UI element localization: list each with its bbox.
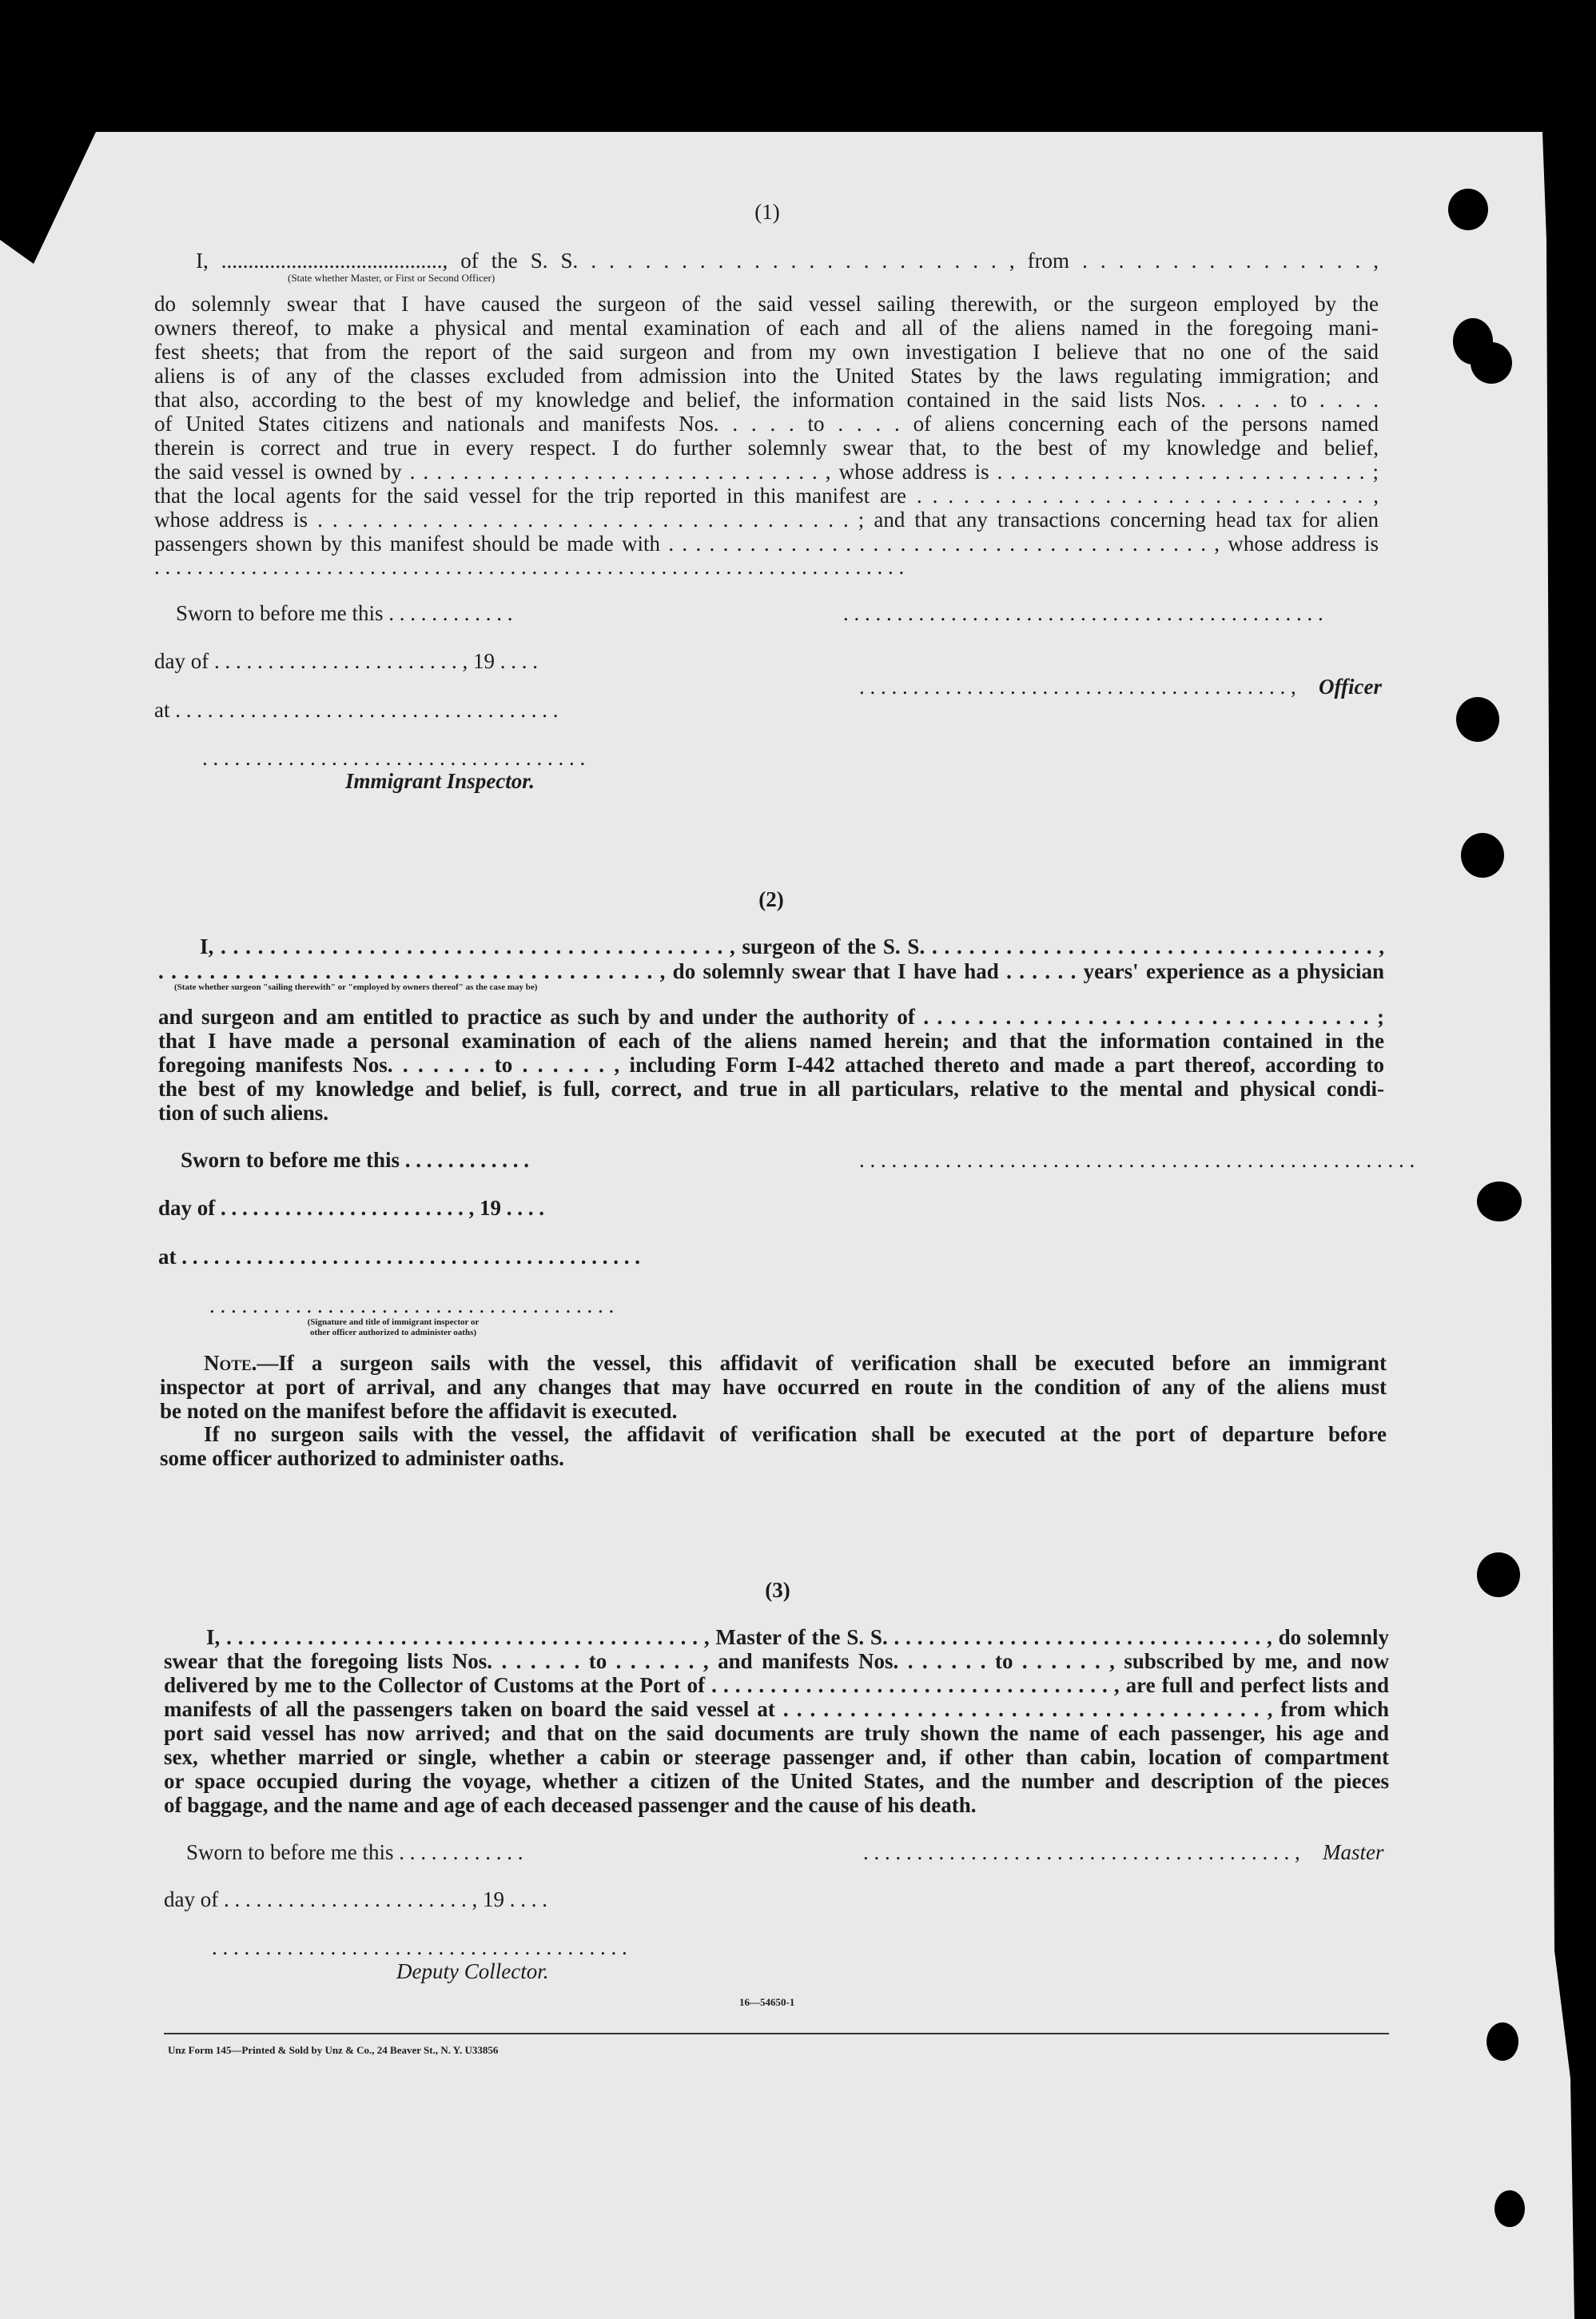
affidavit-2-line: and surgeon and am entitled to practice as such by and under the authority of . . . . . . . . . . . . . . . . . . . . . . . . . . . . . . . . . ; [158,1005,1384,1029]
affidavit-1-line: owners thereof, to make a physical and mental examination of each and all of the aliens named in the foregoing mani- [154,316,1379,340]
note-label: Note. [204,1351,257,1375]
affidavit-1-caption: (State whether Master, or First or Second Officer) [288,272,496,284]
affidavit-1-line: passengers shown by this manifest should be made with . . . . . . . . . . . . . . . . . . . . . . . . . . . . . . . . . . . . . . . . , whose address is [154,532,1379,556]
affidavit-1-line: that also, according to the best of my knowledge and belief, the information contained in the said lists Nos. . . . . to . . . . [154,388,1379,412]
affidavit-3-line: or space occupied during the voyage, whether a citizen of the United States, and the number and description of the pieces [164,1769,1389,1793]
affidavit-3-line: delivered by me to the Collector of Customs at the Port of . . . . . . . . . . . . . . . . . . . . . . . . . . . . . . . . . . , are full and perfect lists and [164,1673,1389,1697]
footer-rule [164,2033,1389,2034]
punch-hole [1448,189,1488,230]
affidavit-1-line: I, ........................................., of the S. S. . . . . . . . . . . . . . . . . . . . . . . . , from . . . . . . . . . . . . . . . . , [196,249,1379,273]
signature-caption: other officer authorized to administer oaths) [309,1328,477,1337]
affidavit-2-line: I, . . . . . . . . . . . . . . . . . . . . . . . . . . . . . . . . . . . . . . . . . , surgeon of the S. S. . . . . . . . . . . . . . . . . . . . . . . . . . . . . . . . . . . . . , [200,934,1384,958]
affidavit-3-line: port said vessel has now arrived; and that on the said documents are truly shown the name of each passenger, his age and [164,1721,1389,1745]
master-signature-line: . . . . . . . . . . . . . . . . . . . . . . . . . . . . . . . . . . . . . . . . , [863,1840,1300,1864]
at-line: at . . . . . . . . . . . . . . . . . . . . . . . . . . . . . . . . . . . . . . . . . . . [158,1245,640,1269]
master-label: Master [1323,1840,1384,1864]
inspector-signature-line: . . . . . . . . . . . . . . . . . . . . . . . . . . . . . . . . . . . . [202,746,586,770]
punch-hole [1477,1552,1520,1597]
inspector-label: Immigrant Inspector. [345,769,535,793]
punch-hole [1471,342,1512,384]
affidavit-3-line: sex, whether married or single, whether a cabin or steerage passenger and, if other than cabin, location of compartment [164,1745,1389,1769]
note-line: If no surgeon sails with the vessel, the affidavit of verification shall be executed at the port of departure before [204,1422,1387,1446]
affidavit-2-caption: (State whether surgeon "sailing therewith" or "employed by owners thereof" as the case may be) [174,982,538,992]
affidavit-1-line: aliens is of any of the classes excluded from admission into the United States by the laws regulating immigration; and [154,364,1379,388]
affidavit-2-number: (2) [758,887,784,911]
affidavit-1-line: that the local agents for the said vessel for the trip reported in this manifest are . . . . . . . . . . . . . . . . . . . . . . . . . . . . . , [154,484,1379,508]
day-of-line: day of . . . . . . . . . . . . . . . . . . . . . . . , 19 . . . . [158,1196,545,1220]
punch-hole [1495,2190,1525,2227]
punch-hole [1487,2022,1518,2061]
sworn-line: Sworn to before me this . . . . . . . . . . . . [176,601,513,625]
affidavit-1-line: the said vessel is owned by . . . . . . . . . . . . . . . . . . . . . . . . . . . . . . . , whose address is . . . . . . . . . . . . . . . . . . . . . . . . . . . . ; [154,460,1379,484]
form-code: 16—54650-1 [739,1996,795,2008]
note-line: inspector at port of arrival, and any changes that may have occurred en route in the condition of any of the aliens must [160,1375,1387,1399]
punch-hole [1477,1181,1522,1221]
affidavit-3-line: I, . . . . . . . . . . . . . . . . . . . . . . . . . . . . . . . . . . . . . . . . . , Master of the S. S. . . . . . . . . . . . . . . . . . . . . . . . . . . . . . . . . , do solemnly [206,1625,1389,1649]
signature-line: . . . . . . . . . . . . . . . . . . . . . . . . . . . . . . . . . . . . . . . . . . . . . [843,601,1323,625]
affidavit-2-line: that I have made a personal examination of each of the aliens named herein; and that the information contained in the [158,1029,1384,1053]
affidavit-2-line: the best of my knowledge and belief, is full, correct, and true in all particulars, relative to the mental and physical condi- [158,1077,1384,1101]
officer-signature-line: . . . . . . . . . . . . . . . . . . . . . . . . . . . . . . . . . . . . . . . . , [859,675,1296,699]
day-of-line: day of . . . . . . . . . . . . . . . . . . . . . . . , 19 . . . . [154,649,538,673]
affidavit-1-line: fest sheets; that from the report of the said surgeon and from my own investigation I believe that no one of the said [154,340,1379,364]
day-of-line: day of . . . . . . . . . . . . . . . . . . . . . . . , 19 . . . . [164,1887,547,1911]
note-line: be noted on the manifest before the affidavit is executed. [160,1399,678,1423]
sworn-line: Sworn to before me this . . . . . . . . . . . . [186,1840,523,1864]
at-line: at . . . . . . . . . . . . . . . . . . . . . . . . . . . . . . . . . . . . [154,698,559,722]
collector-label: Deputy Collector. [396,1959,549,1983]
collector-signature-line: . . . . . . . . . . . . . . . . . . . . . . . . . . . . . . . . . . . . . . . [212,1935,627,1959]
officer-label: Officer [1319,675,1382,699]
affidavit-2-line: tion of such aliens. [158,1101,329,1125]
signature-line: . . . . . . . . . . . . . . . . . . . . . . . . . . . . . . . . . . . . . . . . . . . . . . . . . . . . [859,1148,1415,1172]
affidavit-1-line: of United States citizens and nationals and manifests Nos. . . . . to . . . . of aliens concerning each of the persons named [154,412,1379,436]
signature-dots: . . . . . . . . . . . . . . . . . . . . . . . . . . . . . . . . . . . . . . [209,1293,615,1317]
affidavit-1-line: therein is correct and true in every respect. I do further solemnly swear that, to the best of my knowledge and belief, [154,436,1379,460]
affidavit-3-line: manifests of all the passengers taken on board the said vessel at . . . . . . . . . . . . . . . . . . . . . . . . . . . . . . . . . . . . , from which [164,1697,1389,1721]
affidavit-1-line: do solemnly swear that I have caused the surgeon of the said vessel sailing therewith, or the surgeon employed by the [154,292,1379,316]
affidavit-3-line: swear that the foregoing lists Nos. . . . . . . to . . . . . . , and manifests Nos. . . . . . . to . . . . . . , subscribed by me, and now [164,1649,1389,1673]
affidavit-3-line: of baggage, and the name and age of each deceased passenger and the cause of his death. [164,1793,977,1817]
note-line: some officer authorized to administer oaths. [160,1446,564,1470]
affidavit-3-number: (3) [765,1578,790,1602]
sworn-line: Sworn to before me this . . . . . . . . . . . . [181,1148,529,1172]
note-text: —If a surgeon sails with the vessel, this affidavit of verification shall be executed before an immigrant [257,1351,1387,1375]
signature-caption: (Signature and title of immigrant inspector or [307,1317,480,1327]
punch-hole [1461,833,1504,878]
punch-hole [1456,697,1499,742]
note-line [204,1351,1387,1375]
affidavit-1-line: whose address is . . . . . . . . . . . . . . . . . . . . . . . . . . . . . . . . . . . . ; and that any transactions concerning head tax for alien [154,508,1379,532]
printer-imprint: Unz Form 145—Printed & Sold by Unz & Co., 24 Beaver St., N. Y. U33856 [168,2044,499,2056]
affidavit-1-dots: . . . . . . . . . . . . . . . . . . . . . . . . . . . . . . . . . . . . . . . . . . . . . . . . . . . . . . . . . . . . . . . . . . . . . . [154,555,905,579]
affidavit-2-line: foregoing manifests Nos. . . . . . . to . . . . . . , including Form I-442 attached thereto and made a part thereof, according to [158,1053,1384,1077]
affidavit-2-line: . . . . . . . . . . . . . . . . . . . . . . . . . . . . . . . . . . . . . . . , do solemnly swear that I have had . . . . . . years' experience as a physician [158,959,1384,983]
affidavit-1-number: (1) [754,200,780,224]
